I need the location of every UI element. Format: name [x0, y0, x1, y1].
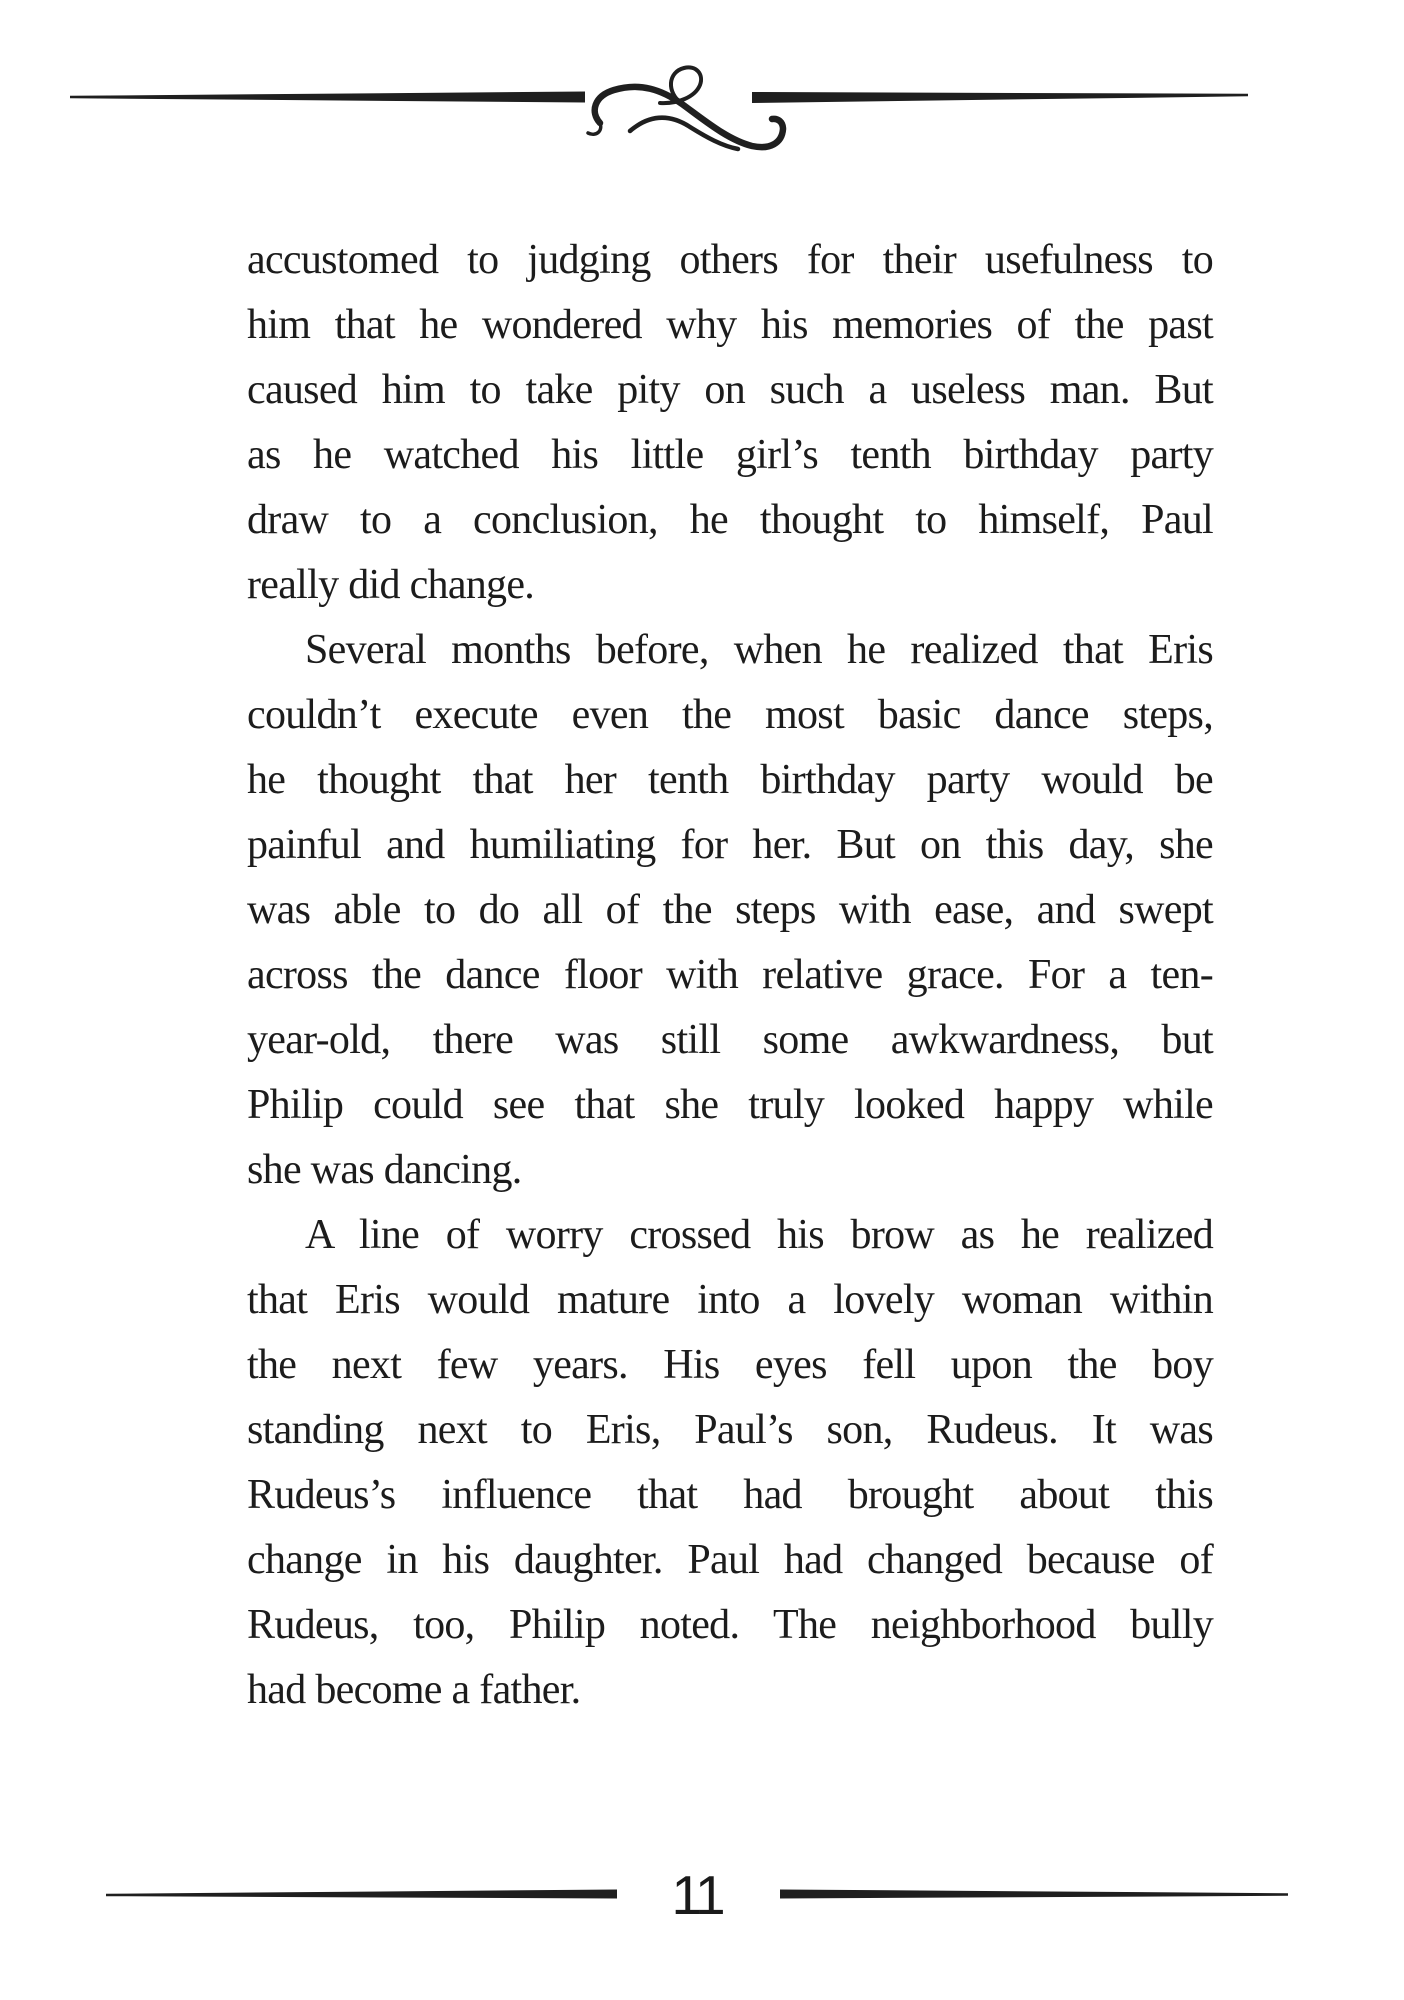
footer-left-rule — [106, 1890, 617, 1899]
text-line: Philip could see that she truly looked happy while — [247, 1082, 1213, 1128]
top-left-rule — [70, 92, 585, 103]
footer-right-rule — [780, 1890, 1288, 1899]
text-line: accustomed to judging others for their usefulness to — [247, 237, 1213, 283]
text-line: Several months before, when he realized that Eris — [305, 627, 1213, 673]
text-line: he thought that her tenth birthday party would be — [247, 757, 1213, 803]
top-divider — [0, 0, 1404, 200]
text-line: caused him to take pity on such a useless man. But — [247, 367, 1213, 413]
text-line: couldn’t execute even the most basic dance steps, — [247, 692, 1213, 738]
paragraph — [247, 1203, 1213, 1723]
body-text — [247, 228, 1213, 1723]
text-line: A line of worry crossed his brow as he realized — [305, 1212, 1213, 1258]
text-line: standing next to Eris, Paul’s son, Rudeus. It was — [247, 1407, 1213, 1453]
text-line: had become a father. — [247, 1667, 581, 1713]
top-right-rule — [752, 92, 1248, 103]
text-line: the next few years. His eyes fell upon the boy — [247, 1342, 1213, 1388]
text-line: that Eris would mature into a lovely woman within — [247, 1277, 1213, 1323]
text-line: she was dancing. — [247, 1147, 522, 1193]
text-line: him that he wondered why his memories of the past — [247, 302, 1213, 348]
text-line: was able to do all of the steps with ease, and swept — [247, 887, 1213, 933]
text-line: painful and humiliating for her. But on this day, she — [247, 822, 1213, 868]
text-line: Rudeus’s influence that had brought about this — [247, 1472, 1213, 1518]
text-line: year-old, there was still some awkwardness, but — [247, 1017, 1213, 1063]
text-line: really did change. — [247, 562, 535, 608]
text-line: Rudeus, too, Philip noted. The neighborhood bully — [247, 1602, 1213, 1648]
page-number: 11 — [671, 1864, 723, 1926]
text-line: change in his daughter. Paul had changed because of — [247, 1537, 1213, 1583]
text-line: as he watched his little girl’s tenth birthday party — [247, 432, 1213, 478]
paragraph — [247, 228, 1213, 618]
text-line: draw to a conclusion, he thought to himself, Paul — [247, 497, 1213, 543]
flourish-icon — [588, 67, 783, 149]
text-line: across the dance floor with relative grace. For a ten- — [247, 952, 1213, 998]
paragraph — [247, 618, 1213, 1203]
